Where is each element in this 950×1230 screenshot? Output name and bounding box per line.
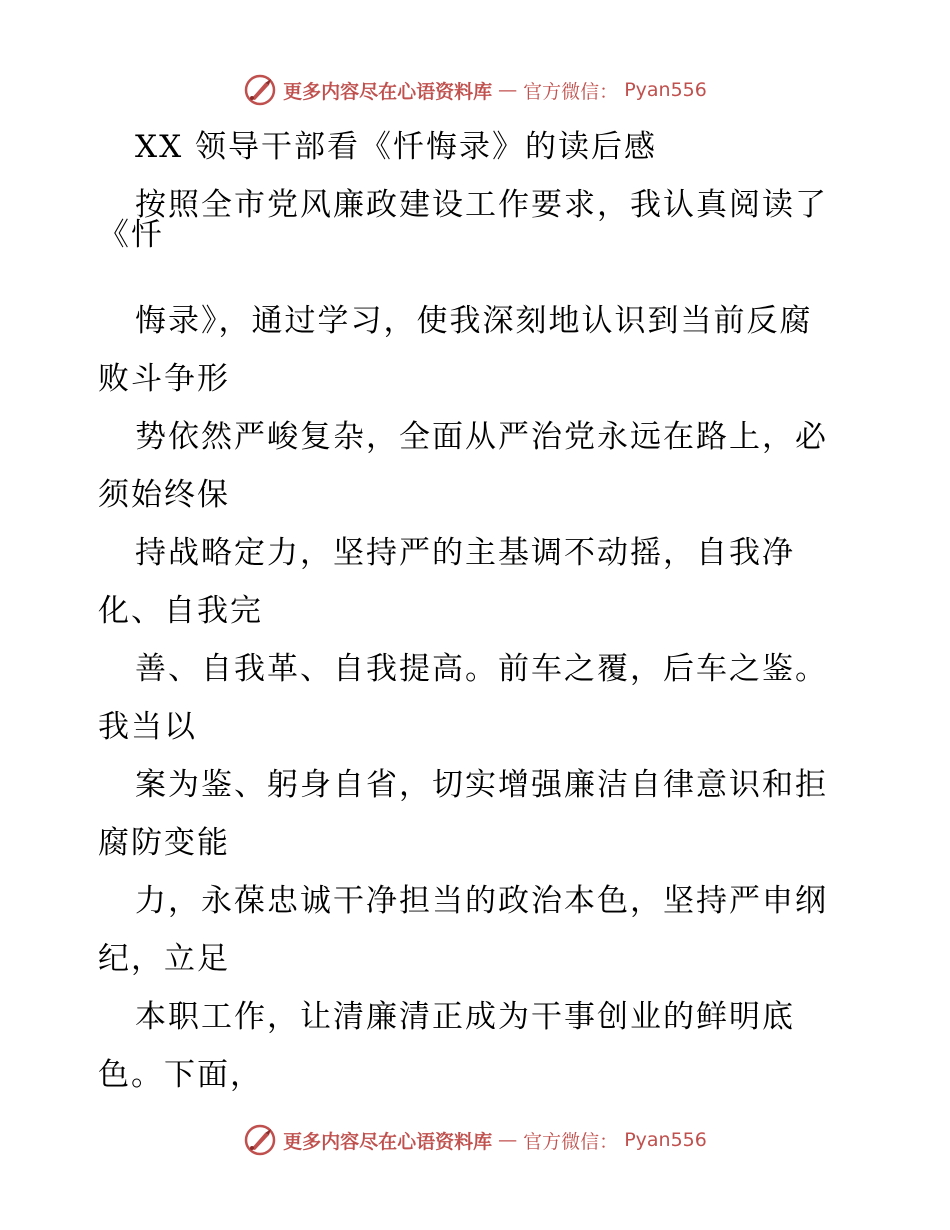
body-line: 善、自我革、自我提高。前车之覆，后车之鉴。 bbox=[135, 651, 828, 687]
watermark-dash: — bbox=[498, 79, 518, 101]
body-line: 败斗争形 bbox=[98, 361, 230, 397]
body-line: 化、自我完 bbox=[98, 593, 263, 629]
quill-logo-icon bbox=[243, 1123, 277, 1157]
body-line: 力，永葆忠诚干净担当的政治本色，坚持严申纲 bbox=[135, 883, 828, 919]
watermark-banner-bottom bbox=[0, 1120, 950, 1160]
body-line: 腐防变能 bbox=[98, 825, 230, 861]
body-line: 势依然严峻复杂，全面从严治党永远在路上，必 bbox=[135, 419, 828, 455]
body-line: 悔录》，通过学习，使我深刻地认识到当前反腐 bbox=[135, 303, 813, 339]
body-line: 色。下面， bbox=[98, 1057, 263, 1093]
body-line: 按照全市党风廉政建设工作要求，我认真阅读了 bbox=[135, 187, 828, 223]
document-title: XX 领导干部看《忏悔录》的读后感 bbox=[135, 129, 657, 165]
watermark-site-text: 更多内容尽在心语资料库 bbox=[283, 1130, 493, 1153]
body-line: 纪，立足 bbox=[98, 941, 230, 977]
watermark-content bbox=[243, 73, 707, 107]
body-line: 本职工作，让清廉清正成为干事创业的鲜明底 bbox=[135, 999, 795, 1035]
body-line: 须始终保 bbox=[98, 477, 230, 513]
watermark-banner-top bbox=[0, 70, 950, 110]
watermark-wechat-id: Pyan556 bbox=[624, 79, 707, 101]
watermark-label: 官方微信： bbox=[523, 80, 619, 103]
body-line: 案为鉴、躬身自省，切实增强廉洁自律意识和拒 bbox=[135, 767, 828, 803]
watermark-wechat-id: Pyan556 bbox=[624, 1129, 707, 1151]
body-line: 持战略定力，坚持严的主基调不动摇，自我净 bbox=[135, 535, 795, 571]
body-line: 《忏 bbox=[98, 217, 164, 253]
watermark-content bbox=[243, 1123, 707, 1157]
watermark-label: 官方微信： bbox=[523, 1130, 619, 1153]
body-line: 我当以 bbox=[98, 709, 197, 745]
quill-logo-icon bbox=[243, 73, 277, 107]
watermark-dash: — bbox=[498, 1129, 518, 1151]
watermark-site-text: 更多内容尽在心语资料库 bbox=[283, 80, 493, 103]
